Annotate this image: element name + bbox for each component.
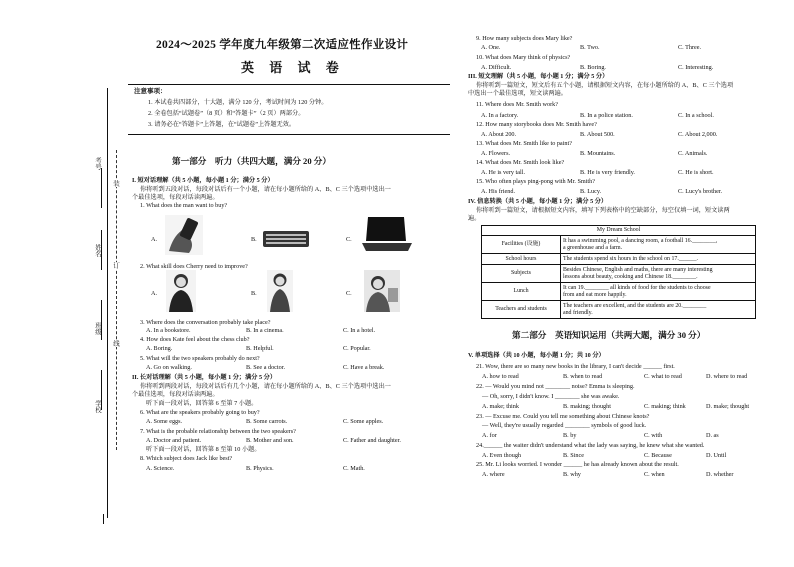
question-12: 12. How many storybooks does Mr. Smith have? [476, 121, 597, 128]
section2-subheading-2: 听下面一段对话，回答第 8 至第 10 小题。 [146, 446, 261, 453]
binding-underline [101, 370, 102, 410]
q4-option-b[interactable]: B. Helpful. [246, 345, 274, 352]
q15-option-b[interactable]: B. Lucy. [580, 188, 602, 195]
q7-option-b[interactable]: B. Mother and son. [246, 437, 294, 444]
girl-singing-image [166, 270, 196, 312]
q25-option-b[interactable]: B. why [563, 471, 581, 478]
table-row [482, 254, 756, 265]
option-label-a: A. [151, 236, 158, 243]
section1-instructions-2: 个最佳选项，每段对话读两遍。 [132, 194, 219, 201]
binding-underline [101, 300, 102, 340]
binding-label-banji: 班级 [94, 322, 101, 335]
table-row [482, 301, 756, 319]
question-22-reply: — Oh, sorry, I didn't know. I ________ she was awake. [482, 393, 620, 400]
part2-title: 第二部分 英语知识运用（共两大题，满分 30 分） [512, 330, 706, 340]
question-6: 6. What are the speakers probably going to buy? [140, 409, 260, 416]
question-24: 24.______ the waiter didn't understand what the lady was saying, he knew what she wanted. [476, 442, 705, 449]
question-1: 1. What does the man want to buy? [140, 202, 228, 209]
binding-mark-xian: 线 [112, 340, 119, 347]
table-caption: My Dream School [482, 226, 756, 236]
table-label-lunch: Lunch [482, 283, 561, 301]
binding-margin-line [107, 88, 108, 518]
table-cell-subjects [561, 265, 756, 283]
binding-mark-ding: 订 [112, 262, 119, 269]
notes-bottom-rule [128, 134, 450, 135]
q23-option-b[interactable]: B. by [563, 432, 577, 439]
question-2: 2. What skill does Cherry need to improve? [140, 263, 248, 270]
q25-option-c[interactable]: C. when [644, 471, 665, 478]
q14-option-c[interactable]: C. He is short. [678, 169, 714, 176]
girl-drawing-image [364, 270, 400, 312]
q12-option-c[interactable]: C. About 2,000. [678, 131, 718, 138]
section2-instructions: 你将听到两段对话，每段对话后有几个小题，请在每小题所给的 A、B、C 三个选项中选出一 [140, 383, 391, 390]
table-cell-lunch [561, 283, 756, 301]
section2-subheading-1: 听下面一段对话，回答第 6 至第 7 小题。 [146, 400, 258, 407]
q23-option-c[interactable]: C. with [644, 432, 663, 439]
q21-option-b[interactable]: B. when to read [563, 373, 603, 380]
table-label-facilities: Facilities (设施) [482, 236, 561, 254]
section5-title: V. 单项选择（共 10 小题，每小题 1 分；共 10 分） [468, 352, 605, 359]
option-label-b: B. [251, 236, 257, 243]
binding-label-xuexiao: 学校 [94, 400, 101, 413]
question-3: 3. Where does the conversation probably take place? [140, 319, 271, 326]
binding-label-kaohao: 考号 [94, 157, 101, 170]
cell-line: and friendly. [563, 309, 593, 316]
q15-option-a[interactable]: A. His friend. [481, 188, 516, 195]
question-9: 9. How many subjects does Mary like? [476, 35, 573, 42]
section4-title: IV. 信息转换（共 5 小题，每小题 1 分；满分 5 分） [468, 198, 608, 205]
q9-option-b[interactable]: B. Two. [580, 44, 600, 51]
table-label-school-hours: School hours [482, 254, 561, 265]
table-cell-school-hours [561, 254, 756, 265]
notes-item-2: 2. 全卷包括“试题卷”（8 页）和“答题卡”（2 页）两部分。 [148, 110, 305, 117]
q24-option-b[interactable]: B. Since [563, 452, 584, 459]
section3-instructions-2: 中选出一个最佳选项，短文读两遍。 [468, 90, 567, 97]
binding-underline [101, 168, 102, 208]
q22-option-d[interactable]: D. make; thought [706, 403, 750, 410]
cell-line: It can 19.________ all kinds of food for the students to choose [563, 284, 711, 291]
q4-option-a[interactable]: A. Boring. [146, 345, 173, 352]
cell-line: The students spend six hours in the school on 17.______. [563, 255, 698, 262]
q9-option-a[interactable]: A. One. [481, 44, 501, 51]
notes-item-1: 1. 本试卷共四部分，十大题，满分 120 分，考试时间为 120 分钟。 [148, 99, 328, 106]
section3-instructions: 你将听到一篇短文，短文后有五个小题，请根据短文内容，在每小题所给的 A、B、C 三个选项 [476, 82, 734, 89]
q22-option-a[interactable]: A. make; think [482, 403, 519, 410]
section2-instructions-2: 个最佳选项，每段对话读两遍。 [132, 391, 219, 398]
q9-option-c[interactable]: C. Three. [678, 44, 702, 51]
section4-instructions: 你将听到一篇短文，请根据短文内容，填写下列表格中的空缺部分，每空仅填一词，短文读两 [476, 207, 730, 214]
girl-speaking-image [267, 270, 293, 312]
q11-option-b[interactable]: B. In a police station. [580, 112, 633, 119]
q13-option-a[interactable]: A. Flowers. [481, 150, 511, 157]
q22-option-b[interactable]: B. making; thought [563, 403, 611, 410]
laptop-image [362, 215, 412, 253]
table-cell-teachers-students [561, 301, 756, 319]
table-row [482, 265, 756, 283]
q24-option-a[interactable]: A. Even though [482, 452, 522, 459]
keyboard-image [262, 229, 310, 249]
q7-option-c[interactable]: C. Father and daughter. [343, 437, 401, 444]
exam-subtitle: 英 语 试 卷 [241, 60, 345, 75]
option-label-c: C. [346, 290, 352, 297]
cell-line: Besides Chinese, English and maths, there are many interesting [563, 266, 713, 273]
q5-option-b[interactable]: B. See a doctor. [246, 364, 286, 371]
q7-option-a[interactable]: A. Doctor and patient. [146, 437, 202, 444]
notes-heading: 注意事项： [134, 88, 167, 95]
cell-line: It has a swimming pool, a dancing room, a football 16.________, [563, 237, 718, 244]
section3-title: III. 短文理解（共 5 小题，每小题 1 分；满分 5 分） [468, 73, 609, 80]
question-23: 23. — Excuse me. Could you tell me something about Chinese knots? [476, 413, 650, 420]
q10-option-b[interactable]: B. Boring. [580, 64, 606, 71]
table-cell-facilities [561, 236, 756, 254]
option-label-a: A. [151, 290, 158, 297]
section2-title: II. 长对话理解（共 5 小题，每小题 1 分；满分 5 分） [132, 374, 277, 381]
q8-option-b[interactable]: B. Physics. [246, 465, 274, 472]
q6-option-c[interactable]: C. Some apples. [343, 418, 384, 425]
q12-option-b[interactable]: B. About 500. [580, 131, 615, 138]
q21-option-c[interactable]: C. what to read [644, 373, 682, 380]
q22-option-c[interactable]: C. making; think [644, 403, 686, 410]
q24-option-c[interactable]: C. Because [644, 452, 672, 459]
section1-instructions: 你将听到五段对话，每段对话后有一个小题，请在每小题所给的 A、B、C 三个选项中选出一 [140, 186, 391, 193]
q25-option-d[interactable]: D. whether [706, 471, 734, 478]
binding-mark-zhuang: 装 [112, 180, 119, 187]
binding-label-xingming: 姓名 [94, 244, 101, 257]
question-4: 4. How does Kate feel about the chess club? [140, 336, 250, 343]
option-label-b: B. [251, 290, 257, 297]
q8-option-a[interactable]: A. Science. [146, 465, 175, 472]
question-21: 21. Wow, there are so many new books in the library, I can't decide ______ first. [476, 363, 675, 370]
section1-title: I. 短对话理解（共 5 小题，每小题 1 分；满分 5 分） [132, 177, 274, 184]
exam-title: 2024～2025 学年度九年级第二次适应性作业设计 [156, 39, 409, 51]
q25-option-a[interactable]: A. where [482, 471, 505, 478]
q3-option-a[interactable]: A. In a bookstore. [146, 327, 191, 334]
q15-option-c[interactable]: C. Lucy's brother. [678, 188, 723, 195]
cell-line: from and eat more happily. [563, 291, 627, 298]
dream-school-table [481, 225, 756, 319]
q24-option-d[interactable]: D. Until [706, 452, 727, 459]
question-8: 8. Which subject does Jack like best? [140, 455, 233, 462]
q8-option-c[interactable]: C. Math. [343, 465, 365, 472]
question-13: 13. What does Mr. Smith like to paint? [476, 140, 572, 147]
q21-option-d[interactable]: D. where to read [706, 373, 748, 380]
question-22: 22. — Would you mind not ________ noise? Emma is sleeping. [476, 383, 635, 390]
part1-title: 第一部分 听力（共四大题，满分 20 分） [172, 156, 331, 166]
table-caption-row [482, 226, 756, 236]
q21-option-a[interactable]: A. how to read [482, 373, 519, 380]
table-label-teachers-students: Teachers and students [482, 301, 561, 319]
q6-option-a[interactable]: A. Some eggs. [146, 418, 183, 425]
q5-option-a[interactable]: A. Go on walking. [146, 364, 192, 371]
question-10: 10. What does Mary think of physics? [476, 54, 571, 61]
cell-line: a greenhouse and a farm. [563, 244, 623, 251]
hand-holding-phone-image [165, 215, 203, 255]
q23-option-a[interactable]: A. for [482, 432, 497, 439]
binding-underline [101, 230, 102, 270]
cell-line: The teachers are excellent, and the students are 20.________ [563, 302, 707, 309]
q10-option-a[interactable]: A. Difficult. [481, 64, 512, 71]
question-7: 7. What is the probable relationship between the two speakers? [140, 428, 296, 435]
table-row [482, 283, 756, 301]
q23-option-d[interactable]: D. as [706, 432, 719, 439]
q6-option-b[interactable]: B. Some carrots. [246, 418, 288, 425]
question-23-reply: — Well, they're usually regarded ________ symbols of good luck. [482, 422, 647, 429]
q5-option-c[interactable]: C. Have a break. [343, 364, 385, 371]
cell-line: lessons about beauty, cooking and Chinese 18.________. [563, 273, 698, 280]
q4-option-c[interactable]: C. Popular. [343, 345, 371, 352]
q12-option-a[interactable]: A. About 200. [481, 131, 517, 138]
q13-option-b[interactable]: B. Mountains. [580, 150, 616, 157]
table-label-subjects: Subjects [482, 265, 561, 283]
crop-mark [103, 514, 104, 524]
question-11: 11. Where does Mr. Smith work? [476, 101, 558, 108]
q13-option-c[interactable]: C. Animals. [678, 150, 708, 157]
question-15: 15. Who often plays ping-pong with Mr. Smith? [476, 178, 595, 185]
question-14: 14. What does Mr. Smith look like? [476, 159, 565, 166]
option-label-c: C. [346, 236, 352, 243]
question-5: 5. What will the two speakers probably do next? [140, 355, 260, 362]
question-25: 25. Mr. Li looks worried. I wonder ______ he has already known about the result. [476, 461, 679, 468]
binding-dashed-line [116, 150, 117, 450]
q3-option-c[interactable]: C. In a hotel. [343, 327, 376, 334]
q3-option-b[interactable]: B. In a cinema. [246, 327, 284, 334]
section4-instructions-2: 遍。 [468, 215, 481, 222]
notes-item-3: 3. 请务必在“答题卡”上答题，在“试题卷”上答题无效。 [148, 121, 296, 128]
q11-option-c[interactable]: C. In a school. [678, 112, 714, 119]
notes-top-rule [128, 84, 450, 85]
q14-option-b[interactable]: B. He is very friendly. [580, 169, 635, 176]
q14-option-a[interactable]: A. He is very tall. [481, 169, 525, 176]
table-row [482, 236, 756, 254]
q10-option-c[interactable]: C. Interesting. [678, 64, 714, 71]
q11-option-a[interactable]: A. In a factory. [481, 112, 519, 119]
